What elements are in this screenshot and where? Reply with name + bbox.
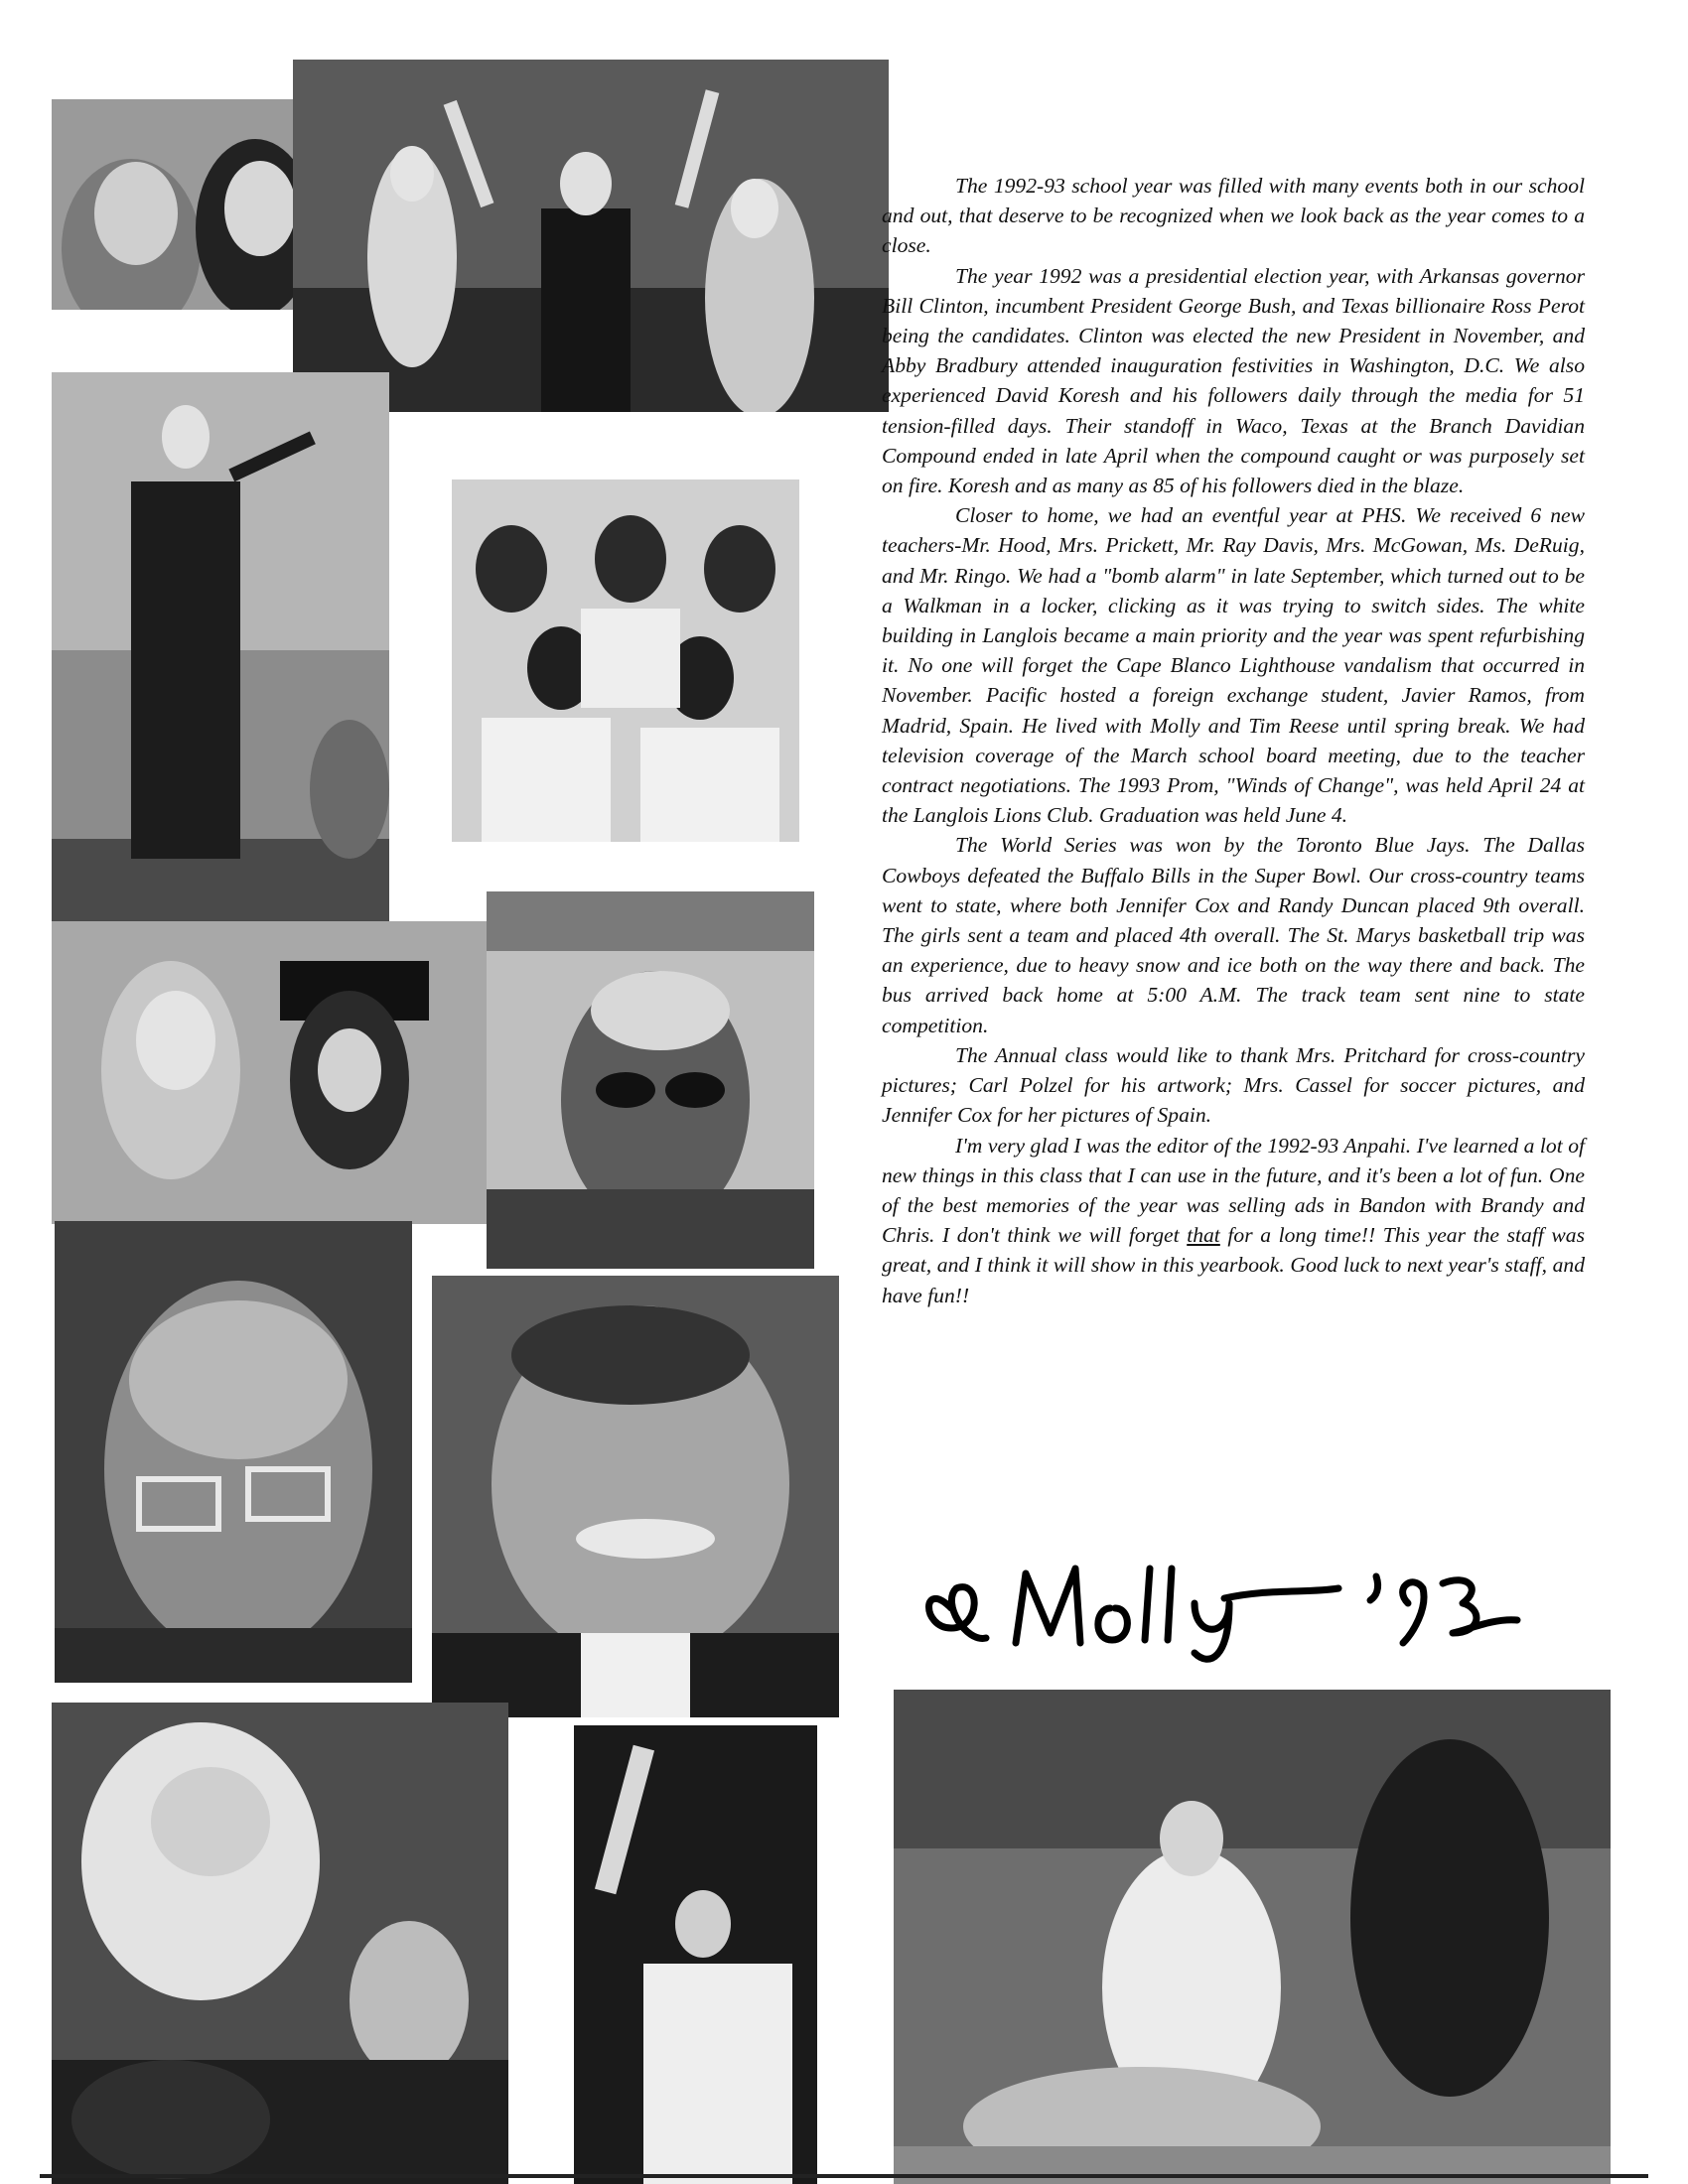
bottom-rule xyxy=(40,2174,1648,2178)
editorial-paragraph-thanks: The Annual class would like to thank Mrs. Pritchard for cross-country pictures; Carl Polzel for his artwork; Mrs. Cassel for soccer pictures, and Jennifer Cox for her pictures of Spain. xyxy=(882,1042,1585,1128)
editorial-paragraph-intro: The 1992-93 school year was filled with many events both in our school and out, that deserve to be recognized when we look back as the year comes to a close. xyxy=(882,174,1585,258)
photo-man-sunglasses xyxy=(487,891,814,1269)
photo-player-waving xyxy=(574,1725,817,2184)
photo-usa-dream-team xyxy=(452,479,799,842)
editorial-paragraph-school-news: Closer to home, we had an eventful year at PHS. We received 6 new teachers-Mr. Hood, Mrs. Prickett, Mr. Ray Davis, Mrs. McGowan, Ms. DeRuig, and Mr. Ringo. We had a "bomb alarm" in late September, which turned out to be a Walkman in a locker, clicking as it was trying to switch sides. The white building in Langlois became a main priority and the year was spent refurbishing it. No one will forget the Cape Blanco Lighthouse vandalism that occurred in November. Pacific hosted a foreign exchange student, Javier Ramos, from Madrid, Spain. He lived with Molly and Tim Reese until spring break. We had television coverage of the March school board meeting, due to the teacher contract negotiations. The 1993 Prom, "Winds of Change", was held April 24 at the Langlois Lions Club. Graduation was held June 4. xyxy=(882,503,1585,828)
photo-george-bush xyxy=(55,1221,412,1683)
closing-text-part-b: for a long time!! This year the staff was great, and I think it will show in this yearbook. Good luck to next year's staff, and have fun!! xyxy=(882,1223,1585,1307)
editorial-paragraph-national-news: The year 1992 was a presidential election year, with Arkansas governor Bill Clinton, incumbent President George Bush, and Texas billionaire Ross Perot being the candidates. Clinton was elected the new President in November, and Abby Bradbury attended inauguration festivities in Washington, D.C. We also experienced David Koresh and his followers daily through the media for 51 tension-filled days. Their standoff in Waco, Texas at the Branch Davidian Compound ended in late April when the compound caught or was purposely set on fire. Koresh and as many as 85 of his followers died in the blaze. xyxy=(882,263,1585,498)
photo-cowboys-football xyxy=(52,1703,508,2184)
editors-letter xyxy=(882,171,1585,1310)
photo-braves-baseball-play xyxy=(894,1690,1611,2184)
photo-movie-couple xyxy=(52,921,489,1224)
photo-ross-perot xyxy=(432,1276,839,1717)
editorial-paragraph-closing xyxy=(882,1131,1585,1310)
photo-clinton-speaking xyxy=(52,372,389,933)
photo-couple xyxy=(52,99,325,310)
photo-clinton-family-victory xyxy=(293,60,889,412)
closing-text-part-a: I'm very glad I was the editor of the 1992-93 Anpahi. I've learned a lot of new things in this class that I can use in the future, and it's been a lot of fun. One of the best memories of the year was selling ads in Bandon with Brandy and Chris. I don't think we will forget xyxy=(882,1133,1585,1248)
closing-text-underlined: that xyxy=(1187,1223,1220,1248)
editorial-paragraph-sports: The World Series was won by the Toronto Blue Jays. The Dallas Cowboys defeated the Buffalo Bills in the Super Bowl. Our cross-country teams went to state, where both Jennifer Cox and Randy Duncan placed 9th overall. The girls sent a team and placed 4th overall. The St. Marys basketball trip was an experience, due to heavy snow and ice both on the way there and back. The bus arrived back home at 5:00 A.M. The track team sent nine to state competition. xyxy=(882,833,1585,1037)
editor-signature xyxy=(912,1549,1527,1668)
